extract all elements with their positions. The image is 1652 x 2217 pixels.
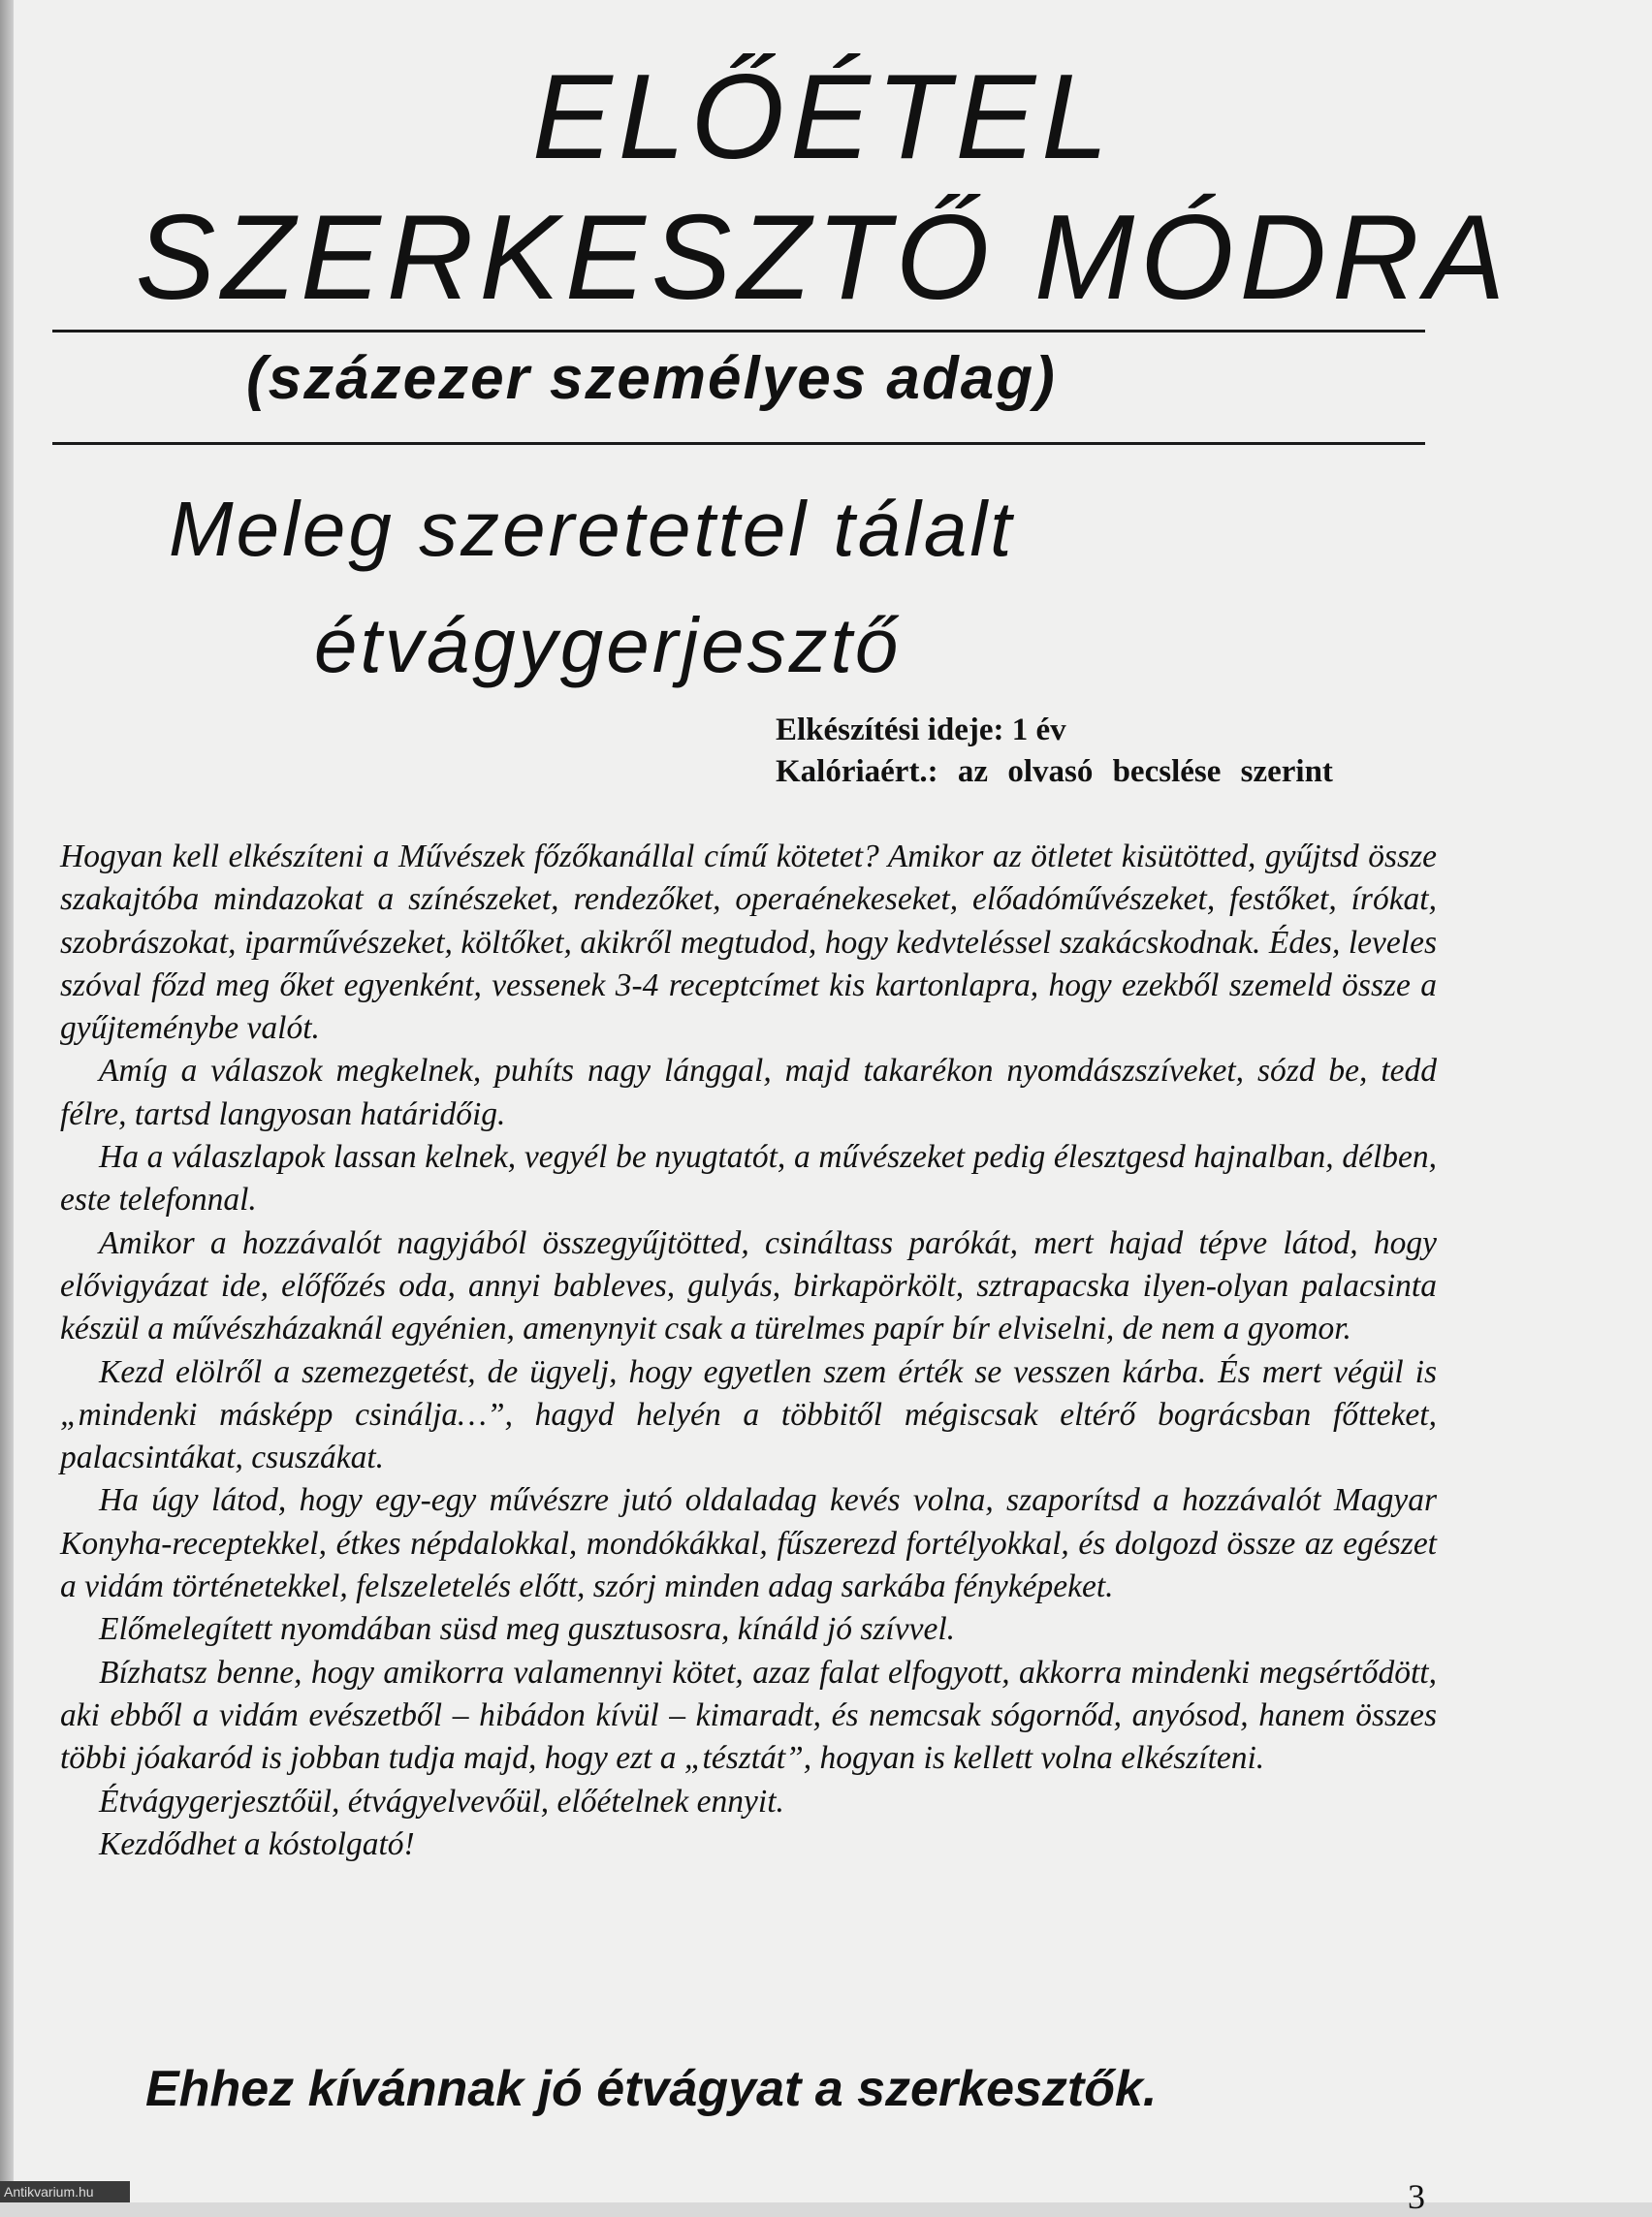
page-number: 3 — [1408, 2177, 1425, 2216]
paragraph: Előmelegített nyomdában süsd meg gusztusosra, kínáld jó szívvel. — [99, 1611, 956, 1648]
book-page — [14, 0, 1652, 2216]
paragraph: Hogyan kell elkészíteni a Művészek főzőkanállal című kötetet? Amikor az ötletet kisütötted, gyűjtsd össze szakajtóba mindazokat a színészeket, rendezőket, operaénekeseket, előadóművészeket, festőket, írókat, szobrászokat, iparművészeket, költőket, akikről megtudod, hogy kedvteléssel szakácskodnak. Édes, leveles szóval főzd meg őket egyenként, vessenek 3-4 receptcímet kis kartonlapra, hogy ezekből szemeld össze a gyűjteménybe valót. — [60, 839, 1437, 1047]
heading-line-2: étvágygerjesztő — [314, 602, 902, 688]
prep-time: Elkészítési ideje: 1 év — [776, 713, 1066, 747]
paragraph: Ha a válaszlapok lassan kelnek, vegyél be nyugtatót, a művészeket pedig élesztgesd hajnalban, délben, este telefonnal. — [60, 1139, 1437, 1219]
watermark: Antikvarium.hu — [0, 2181, 130, 2202]
paragraph: Ha úgy látod, hogy egy-egy művészre jutó oldaladag kevés volna, szaporítsd a hozzávalót Magyar Konyha-receptekkel, étkes népdalokkal, mondókákkal, fűszerezd fortélyokkal, és dolgozd össze az egészet a vidám történetekkel, felszeletelés előtt, szórj minden adag sarkába fényképeket. — [60, 1482, 1437, 1605]
closing-line: Ehhez kívánnak jó étvágyat a szerkesztők. — [145, 2061, 1158, 2117]
paragraph: Amíg a válaszok megkelnek, puhíts nagy lánggal, majd takarékon nyomdászszíveket, sózd be, tedd félre, tartsd langyosan határidőig. — [60, 1053, 1437, 1132]
subtitle: (százezer személyes adag) — [246, 345, 1057, 412]
title-line-2: SZERKESZTŐ MÓDRA — [135, 191, 1511, 325]
paragraph: Bízhatsz benne, hogy amikorra valamennyi kötet, azaz falat elfogyott, akkorra mindenki megsértődött, aki ebből a vidám evészetből – hibádon kívül – kimaradt, és nemcsak sógornőd, anyósod, hanem összes többi jóakaród is jobban tudja majd, hogy ezt a „tésztát”, hogyan is kellett volna elkészíteni. — [60, 1654, 1437, 1777]
title-line-1: ELŐÉTEL — [531, 50, 1115, 184]
body-text — [60, 836, 1437, 1866]
divider-bottom — [52, 442, 1425, 445]
calories: Kalóriaért.: az olvasó becslése szerint — [776, 754, 1333, 789]
heading-line-1: Meleg szeretettel tálalt — [169, 486, 1015, 572]
paragraph: Amikor a hozzávalót nagyjából összegyűjtötted, csináltass parókát, mert hajad tépve látod, hogy elővigyázat ide, előfőzés oda, annyi bableves, gulyás, birkapörkölt, sztrapacska ilyen-olyan palacsinta készül a művészházaknál egyénien, amenynyit csak a türelmes papír bír elviselni, de nem a gyomor. — [60, 1224, 1437, 1347]
paragraph: Kezd elölről a szemezgetést, de ügyelj, hogy egyetlen szem érték se vesszen kárba. És mert végül is „mindenki másképp csinálja…”, hagyd helyén a többitől mégiscsak eltérő bográcsban főtteket, palacsintákat, csuszákat. — [60, 1353, 1437, 1476]
book-spine-shadow — [0, 0, 14, 2202]
divider-top — [52, 330, 1425, 333]
paragraph: Kezdődhet a kóstolgató! — [99, 1825, 415, 1862]
paragraph: Étvágygerjesztőül, étvágyelvevőül, előételnek ennyit. — [99, 1783, 784, 1820]
